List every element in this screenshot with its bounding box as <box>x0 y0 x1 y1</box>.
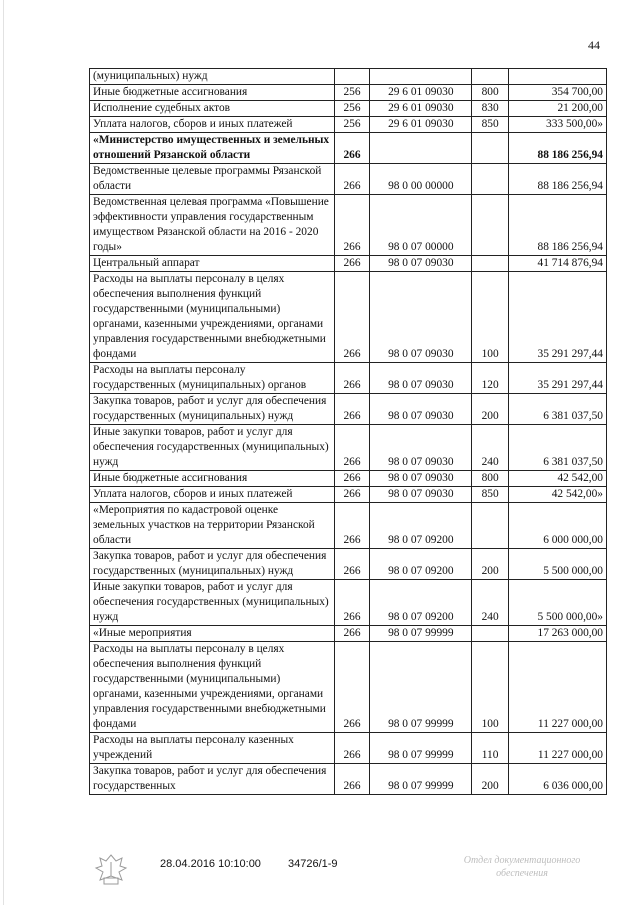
table-row <box>90 272 607 363</box>
ministry-code-cell: 266 <box>334 626 369 642</box>
expense-type-cell: 110 <box>472 733 508 764</box>
target-article-cell: 98 0 00 00000 <box>370 164 472 195</box>
expense-name-cell: Расходы на выплаты персоналу казенных учреждений <box>90 733 335 764</box>
target-article-cell: 98 0 07 99999 <box>370 626 472 642</box>
expense-name-cell: (муниципальных) нужд <box>90 69 335 85</box>
expense-type-cell <box>472 626 508 642</box>
target-article-cell: 98 0 07 09030 <box>370 425 472 471</box>
target-article-cell: 98 0 07 09030 <box>370 471 472 487</box>
expense-name-cell: Закупка товаров, работ и услуг для обеспечения государственных (муниципальных) нужд <box>90 394 335 425</box>
target-article-cell: 29 6 01 09030 <box>370 117 472 133</box>
target-article-cell: 98 0 07 09200 <box>370 503 472 549</box>
expense-type-cell: 100 <box>472 642 508 733</box>
target-article-cell: 98 0 07 00000 <box>370 195 472 256</box>
amount-cell: 11 227 000,00 <box>508 642 606 733</box>
footer-document-code: 34726/1-9 <box>288 858 338 870</box>
budget-table <box>89 68 607 795</box>
expense-type-cell: 200 <box>472 549 508 580</box>
expense-name-cell: Иные бюджетные ассигнования <box>90 85 335 101</box>
expense-name-cell: Исполнение судебных актов <box>90 101 335 117</box>
ministry-code-cell: 256 <box>334 101 369 117</box>
table-row <box>90 394 607 425</box>
target-article-cell: 98 0 07 09200 <box>370 580 472 626</box>
expense-type-cell <box>472 195 508 256</box>
expense-type-cell: 800 <box>472 85 508 101</box>
amount-cell: 42 542,00» <box>508 487 606 503</box>
expense-type-cell <box>472 503 508 549</box>
amount-cell: 41 714 876,94 <box>508 256 606 272</box>
amount-cell: 42 542,00 <box>508 471 606 487</box>
amount-cell: 11 227 000,00 <box>508 733 606 764</box>
ministry-code-cell: 266 <box>334 549 369 580</box>
expense-type-cell: 850 <box>472 487 508 503</box>
expense-name-cell: Уплата налогов, сборов и иных платежей <box>90 487 335 503</box>
ministry-code-cell: 266 <box>334 733 369 764</box>
ministry-code-cell: 266 <box>334 272 369 363</box>
ministry-code-cell: 266 <box>334 580 369 626</box>
ministry-code-cell: 256 <box>334 117 369 133</box>
ministry-code-cell: 266 <box>334 642 369 733</box>
amount-cell: 88 186 256,94 <box>508 195 606 256</box>
table-row <box>90 642 607 733</box>
expense-type-cell: 100 <box>472 272 508 363</box>
ministry-code-cell: 266 <box>334 503 369 549</box>
amount-cell: 354 700,00 <box>508 85 606 101</box>
ministry-code-cell: 266 <box>334 195 369 256</box>
table-row <box>90 256 607 272</box>
expense-type-cell: 850 <box>472 117 508 133</box>
amount-cell: 6 381 037,50 <box>508 425 606 471</box>
table-row <box>90 487 607 503</box>
expense-name-cell: Иные бюджетные ассигнования <box>90 471 335 487</box>
table-row <box>90 69 607 85</box>
amount-cell: 333 500,00» <box>508 117 606 133</box>
amount-cell: 35 291 297,44 <box>508 272 606 363</box>
expense-type-cell: 240 <box>472 580 508 626</box>
ministry-code-cell: 266 <box>334 471 369 487</box>
expense-name-cell: «Мероприятия по кадастровой оценке земельных участков на территории Рязанской области <box>90 503 335 549</box>
amount-cell: 5 500 000,00 <box>508 549 606 580</box>
target-article-cell <box>370 133 472 164</box>
table-row <box>90 733 607 764</box>
expense-name-cell: Ведомственная целевая программа «Повышение эффективности управления государственным имуществом Рязанской области на 2016 - 2020 годы» <box>90 195 335 256</box>
expense-type-cell: 120 <box>472 363 508 394</box>
target-article-cell: 98 0 07 09030 <box>370 394 472 425</box>
table-row <box>90 503 607 549</box>
target-article-cell: 98 0 07 99999 <box>370 764 472 795</box>
target-article-cell: 98 0 07 09030 <box>370 256 472 272</box>
target-article-cell: 98 0 07 09030 <box>370 363 472 394</box>
page-number: 44 <box>588 38 600 52</box>
amount-cell: 6 036 000,00 <box>508 764 606 795</box>
target-article-cell: 98 0 07 09030 <box>370 272 472 363</box>
expense-name-cell: «Министерство имущественных и земельных отношений Рязанской области <box>90 133 335 164</box>
expense-name-cell: Иные закупки товаров, работ и услуг для обеспечения государственных (муниципальных) нужд <box>90 580 335 626</box>
table-row <box>90 363 607 394</box>
table-row <box>90 425 607 471</box>
expense-type-cell: 240 <box>472 425 508 471</box>
table-row <box>90 549 607 580</box>
table-row <box>90 471 607 487</box>
expense-type-cell: 800 <box>472 471 508 487</box>
table-row <box>90 133 607 164</box>
footer-date: 28.04.2016 10:10:00 <box>160 858 261 870</box>
amount-cell: 6 000 000,00 <box>508 503 606 549</box>
expense-name-cell: Закупка товаров, работ и услуг для обеспечения государственных <box>90 764 335 795</box>
expense-type-cell: 200 <box>472 394 508 425</box>
ministry-code-cell: 256 <box>334 85 369 101</box>
table-row <box>90 764 607 795</box>
amount-cell <box>508 69 606 85</box>
table-row <box>90 195 607 256</box>
amount-cell: 35 291 297,44 <box>508 363 606 394</box>
expense-name-cell: Центральный аппарат <box>90 256 335 272</box>
table-row <box>90 580 607 626</box>
target-article-cell: 29 6 01 09030 <box>370 85 472 101</box>
amount-cell: 17 263 000,00 <box>508 626 606 642</box>
ministry-code-cell: 266 <box>334 394 369 425</box>
table-row <box>90 164 607 195</box>
ministry-code-cell <box>334 69 369 85</box>
expense-name-cell: Иные закупки товаров, работ и услуг для обеспечения государственных (муниципальных) нужд <box>90 425 335 471</box>
target-article-cell: 98 0 07 99999 <box>370 733 472 764</box>
expense-name-cell: Расходы на выплаты персоналу в целях обеспечения выполнения функций государственными (муниципальными) органами, казенными учреждениями, органами управления государственными внебюджетными фондами <box>90 642 335 733</box>
ministry-code-cell: 266 <box>334 164 369 195</box>
expense-name-cell: Ведомственные целевые программы Рязанской области <box>90 164 335 195</box>
target-article-cell: 98 0 07 09200 <box>370 549 472 580</box>
target-article-cell: 29 6 01 09030 <box>370 101 472 117</box>
footer-department-stamp: Отдел документационного обеспечения <box>463 855 581 879</box>
ministry-code-cell: 266 <box>334 256 369 272</box>
target-article-cell: 98 0 07 99999 <box>370 642 472 733</box>
amount-cell: 88 186 256,94 <box>508 133 606 164</box>
amount-cell: 88 186 256,94 <box>508 164 606 195</box>
ministry-code-cell: 266 <box>334 425 369 471</box>
expense-type-cell: 830 <box>472 101 508 117</box>
table-row <box>90 626 607 642</box>
target-article-cell <box>370 69 472 85</box>
amount-cell: 5 500 000,00» <box>508 580 606 626</box>
expense-name-cell: Закупка товаров, работ и услуг для обеспечения государственных (муниципальных) нужд <box>90 549 335 580</box>
table-body <box>90 69 607 795</box>
coat-of-arms-icon <box>92 852 130 886</box>
ministry-code-cell: 266 <box>334 764 369 795</box>
expense-type-cell: 200 <box>472 764 508 795</box>
scan-margin-line <box>3 0 4 905</box>
ministry-code-cell: 266 <box>334 363 369 394</box>
table-row <box>90 117 607 133</box>
ministry-code-cell: 266 <box>334 487 369 503</box>
expense-type-cell <box>472 164 508 195</box>
target-article-cell: 98 0 07 09030 <box>370 487 472 503</box>
expense-type-cell <box>472 133 508 164</box>
ministry-code-cell: 266 <box>334 133 369 164</box>
expense-type-cell <box>472 69 508 85</box>
expense-name-cell: «Иные мероприятия <box>90 626 335 642</box>
expense-name-cell: Расходы на выплаты персоналу государственных (муниципальных) органов <box>90 363 335 394</box>
expense-name-cell: Расходы на выплаты персоналу в целях обеспечения выполнения функций государственными (муниципальными) органами, казенными учреждениями, органами управления государственными внебюджетными фондами <box>90 272 335 363</box>
table-row <box>90 85 607 101</box>
amount-cell: 21 200,00 <box>508 101 606 117</box>
expense-type-cell <box>472 256 508 272</box>
expense-name-cell: Уплата налогов, сборов и иных платежей <box>90 117 335 133</box>
table-row <box>90 101 607 117</box>
amount-cell: 6 381 037,50 <box>508 394 606 425</box>
